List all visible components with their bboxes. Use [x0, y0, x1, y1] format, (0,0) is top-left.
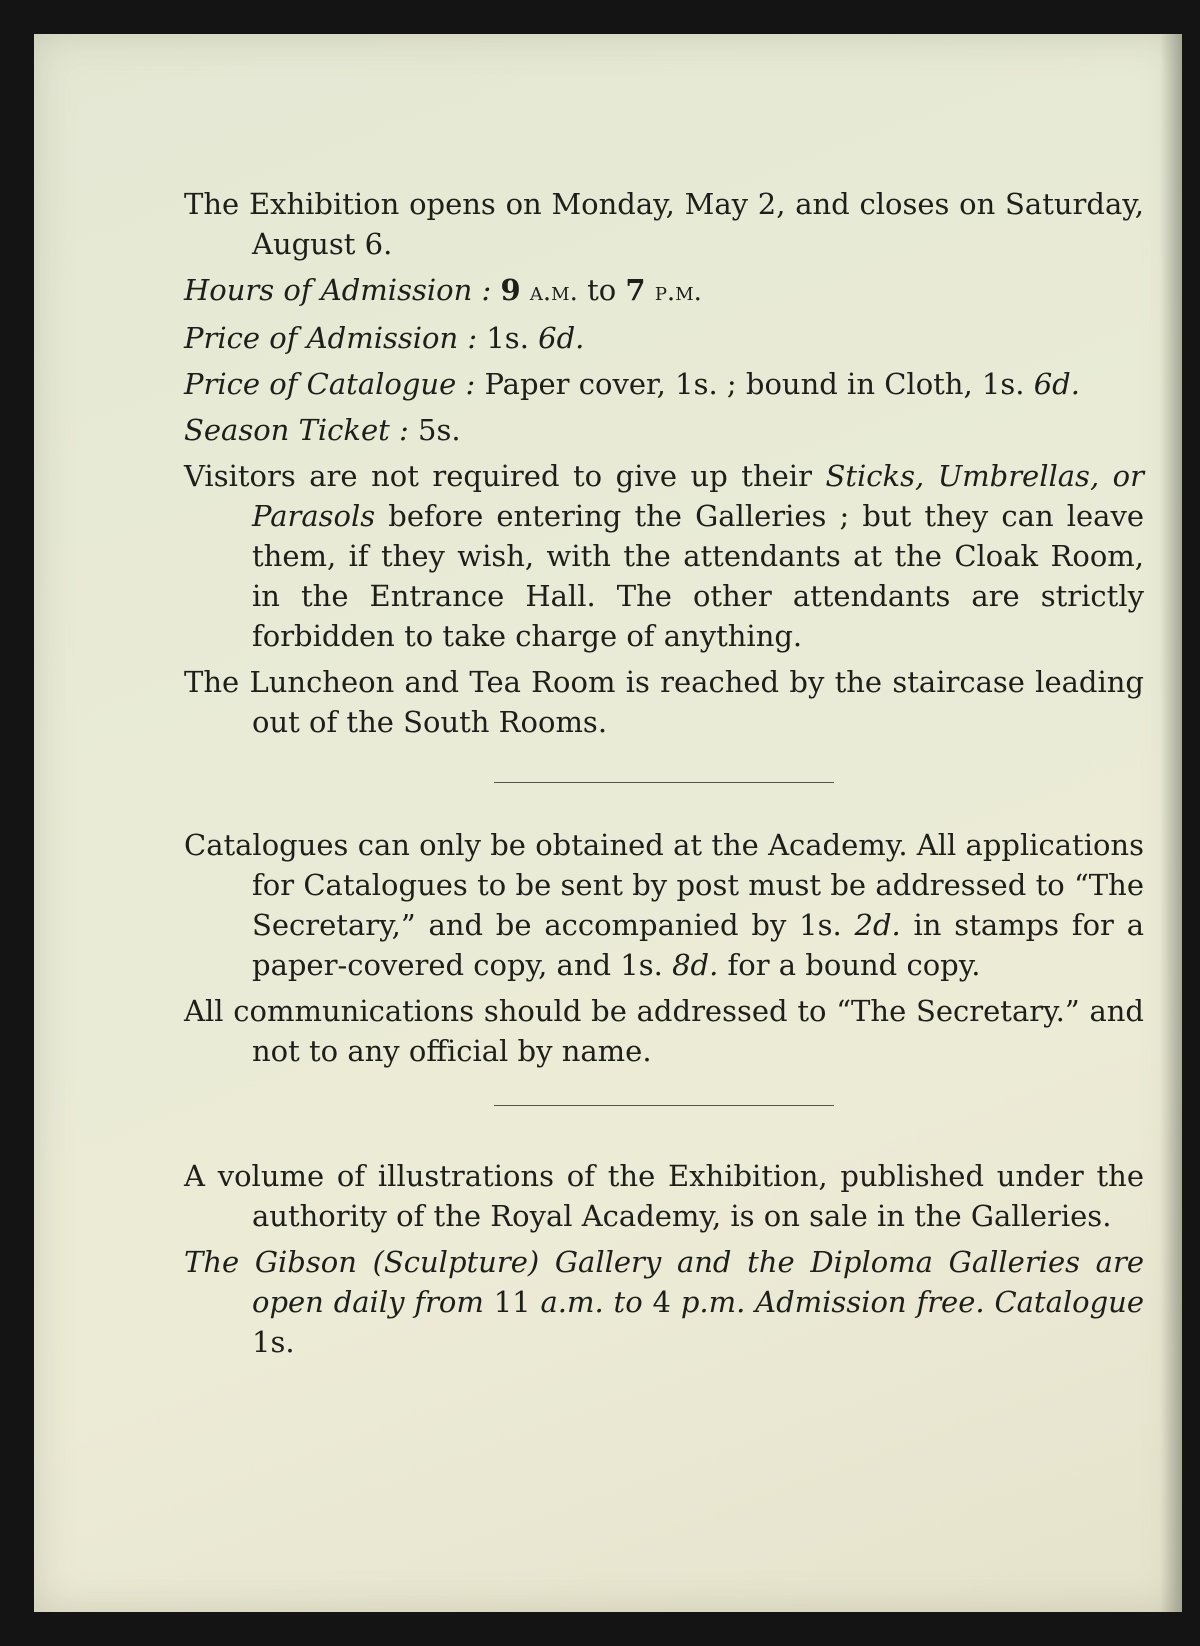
catalogue-label: Price of Catalogue : [184, 367, 476, 401]
catalogue-price2-pence: 6d. [1033, 367, 1080, 401]
visitors-text2: before entering the Galleries ; but they can leave them, if they wish, with the attendants at the Cloak Room, in the Entrance Hall. The other attendants are strictly forbidden to take charge of anything. [252, 499, 1145, 653]
hours-open: 9 [500, 273, 521, 307]
divider-rule [494, 782, 834, 783]
season-ticket [184, 410, 1144, 450]
divider-rule [494, 1105, 834, 1106]
gibson-catalogue-price: 1s. [252, 1325, 295, 1359]
gibson-catalogue: Catalogue [994, 1285, 1144, 1319]
gibson-pm: p.m. [680, 1285, 746, 1319]
booklet-page [34, 34, 1182, 1612]
catalogues-bound-pence: 8d. [672, 948, 719, 982]
catalogue-text1: Paper cover, [484, 367, 666, 401]
catalogues-notice [184, 825, 1144, 985]
gibson-text1: The Gibson (Sculpture) Gallery and the Diploma Galleries are open daily from [184, 1245, 1144, 1319]
gibson-am: a.m. to [540, 1285, 643, 1319]
catalogues-text2: in stamps for a paper-covered copy, and [252, 908, 1144, 982]
exhibition-dates-text: The Exhibition opens on Monday, May 2, and closes on Saturday, August 6. [184, 187, 1144, 261]
page-spine-shadow [1160, 34, 1182, 1612]
gibson-open-hour: 11 [493, 1285, 531, 1319]
season-label: Season Ticket : [184, 413, 409, 447]
gibson-admission: Admission free. [755, 1285, 985, 1319]
price-of-catalogue [184, 364, 1144, 404]
gibson-close-hour: 4 [652, 1285, 671, 1319]
price-of-admission [184, 318, 1144, 358]
volume-text: A volume of illustrations of the Exhibition, published under the authority of the Royal Academy, is on sale in the Galleries. [184, 1159, 1144, 1233]
price-shillings: 1s. [486, 321, 529, 355]
hours-to: to [587, 273, 617, 307]
catalogue-price1: 1s. [675, 367, 718, 401]
communications-notice [184, 991, 1144, 1071]
catalogues-text1: Catalogues can only be obtained at the Academy. All applications for Catalogues to be sent by post must be addressed to “The Secretary,” and be accompanied by [184, 828, 1144, 942]
exhibition-dates [184, 184, 1144, 264]
notice-text [184, 184, 1144, 1368]
catalogue-price2-shillings: 1s. [981, 367, 1025, 401]
catalogue-text2: ; bound in Cloth, [726, 367, 973, 401]
hours-label: Hours of Admission : [184, 273, 492, 307]
visitors-notice [184, 456, 1144, 656]
visitors-text1: Visitors are not required to give up their [184, 459, 812, 493]
volume-notice [184, 1156, 1144, 1236]
season-value: 5s. [418, 413, 461, 447]
hours-pm: p.m. [654, 277, 702, 307]
visitors-sticks: Sticks, [825, 459, 925, 493]
catalogues-text3: for a bound copy. [727, 948, 981, 982]
hours-close: 7 [625, 273, 646, 307]
catalogues-post-pence: 2d. [854, 908, 901, 942]
visitors-umbrellas: Umbrellas, or Parasols [252, 459, 1144, 533]
price-pence: 6d. [538, 321, 585, 355]
catalogues-bound-shillings: 1s. [620, 948, 663, 982]
communications-text: All communications should be addressed to “The Secretary.” and not to any official by name. [184, 994, 1144, 1068]
catalogues-post-shillings: 1s. [799, 908, 842, 942]
luncheon-notice [184, 662, 1144, 742]
price-label: Price of Admission : [184, 321, 478, 355]
luncheon-text: The Luncheon and Tea Room is reached by the staircase leading out of the South Rooms. [184, 665, 1144, 739]
hours-of-admission [184, 270, 1144, 312]
hours-am: a.m. [529, 277, 578, 307]
gibson-gallery-notice [184, 1242, 1144, 1362]
